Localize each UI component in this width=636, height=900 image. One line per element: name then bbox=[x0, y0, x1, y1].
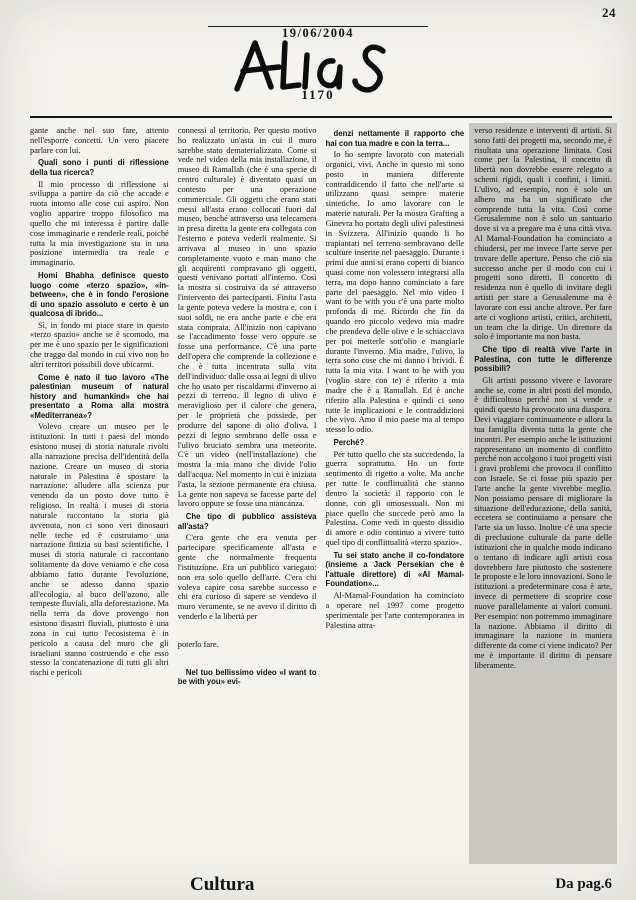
article-column-3 bbox=[326, 126, 465, 864]
interview-question: Quali sono i punti di riflessione della tua ricerca? bbox=[30, 158, 169, 178]
interview-question: Tu sei stato anche il co-fondatore (insieme a Jack Persekian che è l'attuale direttore) di «Al Mamal-Foundation»... bbox=[325, 550, 465, 589]
article-column-2 bbox=[178, 126, 317, 864]
article-paragraph: Il mio processo di riflessione si sviluppa a partire da ciò che accade e ruota intorno alle cose cui aspiro. Non voglio apparire troppo filosofico ma quello che mi interessa è partire dalle cose immaginarie e renderle reali, poiché tutta la mia investigazione sta in una posizione intermedia tra reale e immaginario. bbox=[30, 179, 169, 268]
interview-question: Homi Bhabha definisce questo luogo come «terzo spazio», «in-between», che è in fondo l'erosione di uno spazio assoluto e certo è un qualcosa di ibrido... bbox=[30, 271, 169, 319]
header-divider-rule bbox=[30, 116, 612, 118]
article-paragraph: verso residenze e interventi di artisti. Si sono fatti dei progetti ma, secondo me, è risultata una operazione limitata. Così come per la Palestina, il concetto di libertà non dovrebbe essere relegato a schemi rigidi, quali i confini, i limiti. L'ulivo, ad esempio, non è solo un albero ma ha un significato che comprende tutta la vita. Così come Gerusalemme non è solo un santuario dove si va a pregare ma è una città viva. Al Mamal-Foundation ha cominciato a chiudersi, per me invece l'arte serve per trovare delle aperture. Penso che ciò sia successo anche per il modo con cui i progetti sono diretti. Il concetto di residenza non è quello di invitare degli artisti per stare a Gerusalemme ma è lavorare con essi anche altrove. Per fare arte ci vogliono artisti, critici, architetti, un team che la dirige. Un direttore da solo è importante ma non basta. bbox=[474, 126, 612, 342]
article-paragraph: connessi al territorio. Per questo motivo ho realizzato un'asta in cui il muro sarebbe stato dematerializzato. Come si vede nel video della mia installazione, il museo di Ramallah (che è una specie di centro culturale) è diventato quasi un contesto per una operazione commerciale. Gli oggetti che erano stati messi all'asta erano collocati fuori dal museo, benché attraverso una telecamera in presa diretta la gente era collegata con l'esterno e poteva vederli realmente. Si arrivava al museo in uno spazio completamente vuoto e man mano che gli acquirenti compravano gli oggetti, questi venivano portati all'interno. Così la mostra si costruiva da sé attraverso l'intervento dei partecipanti. Finita l'asta la gente poteva vedere la mostra e, con i suoi soldi, ne era anche parte e che era stata comprata. All'inizio non capivano se l'accadimento fosse vero oppure se fosse una performance. C'è una parte dell'opera che comprende la collezione e che è tutta incentrata sulla vita dell'individuo: dalle ossa ai legni di ulivo che ho usato per riscaldarmi d'inverno ai pezzi di terreno. Il legno di ulivo è meraviglioso per il calore che genera, per le proprietà che possiede, per produrre del sapone di olio d'oliva. I pezzi di legno sembrano delle ossa e l'ulivo bruciato sembra una meteorite. C'è un video (nell'installazione) che mostra la mia mano che divide l'olio dall'acqua. Nel momento in cui è iniziata l'asta, la sezione permanente era chiusa. La gente non sapeva se facesse parte del lavoro oppure se fosse una mancanza. bbox=[177, 126, 317, 509]
article-column-4 bbox=[469, 123, 617, 864]
article-paragraph: poterlo fare. bbox=[177, 639, 219, 649]
interview-question: Perché? bbox=[333, 438, 365, 448]
article-paragraph: Io ho sempre lavorato con materiali organici, vivi. Anche in questo mi sono posto in maniera differente contraddicendo il fatto che nell'arte si utilizzano quasi sempre materie sintetiche. Io amo lavorare con le materie naturali. Per la mostra Grafting a Ginevra ho portato degli ulivi palestinesi in Svizzera. All'inizio quando li ho trapiantati nel terreno sembravano delle sculture inserite nel paesaggio. Durante i primi due anni si erano coperti di bianco quasi come non volessero integrarsi alla terra, ma dopo hanno cominciato a fare parte del paesaggio. Nel mio video I want to be with you c'è una parte molto profonda di me. Ricordo che fin da quando ero piccolo vedevo mia madre che prendeva delle olive e le schiacciava per poi metterle sott'olio e mangiarle durante l'inverno. Mia madre, l'ulivo, la terra sono cose che mi danno i brividi. È tutta la mia vita. I want to be with you (voglio stare con te) è riferito a mia madre che è a Ramallah. Ed è anche riferito alla Palestina e quindi ci sono tutte le implicazioni e le contraddizioni che vivo. Amo il mio paese ma al tempo stesso lo odio. bbox=[325, 150, 465, 435]
continuation-label: Da pag.6 bbox=[555, 876, 612, 892]
article-column-1 bbox=[30, 126, 169, 864]
interview-question: denzi nettamente il rapporto che hai con tua madre e con la terra... bbox=[325, 129, 465, 148]
section-label: Cultura bbox=[190, 874, 255, 895]
article-paragraph: Per tutto quello che sta succedendo, la guerra soprattutto. Ho un forte sentimento di rigetto a volte. Ma anche per tutte le conflittualità che stanno dentro la società: il rapporto con le donne, con gli omosessuali. Non mi piace quello che succede però amo la Palestina. Come vedi in questo dissidio di amore e odio continuo a vivere tutto quel tipo di conflittualità «terzo spazio». bbox=[325, 449, 465, 548]
article-paragraph: Gli artisti possono vivere e lavorare anche se, come in altri posti del mondo, è difficoltoso perché non si vende e quindi questo ha provocato una diaspora. Devi viaggiare continuamente e allora la tua famiglia diventa tutta la gente che incontri. Per esempio anche le istituzioni rappresentano un momento di conflitto perché non accolgono i tuoi progetti visti i gravi problemi che provoca il conflitto con Israele. Se ci fosse più spazio per l'arte anche la gente vivrebbe meglio. Non possiamo pensare di migliorare la situazione dell'educazione, della sanità, eccetera se continuiamo a pensare che l'arte sia un lusso. Inoltre c'è una specie di preclusione culturale da parte delle istituzioni che in qualche modo indicano o tentano di indicare agli artisti cosa dovrebbero fare piuttosto che sostenere le proposte e le loro innovazioni. Sono le istituzioni a predeterminare cosa è arte, invece di permettere di scoprire cose nuove parallelamente ai valori comuni. Per esempio: non potremmo immaginare la nazione. Abbiamo il diritto di immaginare la nazione in maniera differente da come ci viene indicato? Per me è importante il diritto di pensare liberamente. bbox=[474, 375, 612, 670]
interview-question: Che tipo di realtà vive l'arte in Palestina, con tutte le differenze possibili? bbox=[474, 345, 612, 374]
article-paragraph: gante anche nel suo fare, attento nell'esporre concetti. Un vero piacere parlare con lui. bbox=[30, 126, 169, 155]
page-number: 24 bbox=[602, 5, 616, 20]
article-paragraph: Volevo creare un museo per le istituzioni. In tutti i paesi del mondo esistono musei di storia naturale rivolti alla narrazione precisa dell'identità della nazione. Creare un museo di storia naturale in Palestina è spostare la narrazione: alludere alla scienza pur venendo da un posto dove tutto è religioso. In realtà i musei di storia naturale raccontano la storia già avvenuta, non ci sono veri dinosauri nelle teche ed è costruiamo una narrazione fittizia su basi scientifiche. I musei di storia naturale ci raccontano solitamente da dove veniamo e che cosa abbiamo fatto durante l'evoluzione, anche se adesso danno spazio all'ecologia, al buco dell'ozono, alle tempeste fluviali, alla deforestazione. Ma nella terra da dove provengo non esistono disastri fluviali, piuttosto è una zona in cui tutto l'ecosistema è in pericolo a causa del muro che gli israeliani stanno costruendo e che esso stesso la concatenazione di tutti gli altri rischi e pericoli bbox=[30, 422, 169, 678]
article-paragraph: C'era gente che era venuta per partecipare specificamente all'asta e gente che normalmente frequenta l'istituzione. Era un pubblico variegato: non era solo quello dell'arte. C'era chi voleva capire cosa sarebbe successo e chi era curioso di sapere se vendevo il muro veramente, se ne avevo il diritto di venderlo e la libertà per bbox=[177, 533, 317, 621]
interview-question: Nel tuo bellissimo video «I want to be with you» evi- bbox=[177, 667, 317, 687]
article-body bbox=[30, 126, 612, 864]
issue-date: 19/06/2004 bbox=[282, 26, 354, 40]
article-paragraph: Sì, in fondo mi piace stare in questo «terzo spazio» anche se è scomodo, ma per me è uno spazio per le significazioni che traggo dal mondo in cui vivo non ho altri territori possibili dove ubicarmi. bbox=[30, 320, 169, 369]
issue-number: 1170 bbox=[301, 87, 335, 102]
interview-question: Che tipo di pubblico assisteva all'asta? bbox=[177, 512, 317, 531]
masthead bbox=[0, 20, 636, 103]
article-paragraph: Al-Mamal-Foundation ha cominciato a operare nel 1997 come progetto sperimentale per l'arte contemporanea in Palestina attra- bbox=[325, 591, 465, 630]
interview-question: Come è nato il tuo lavoro «The palestinian museum of natural history and humankind» che hai presentato a Roma alla mostra «Mediterranea»? bbox=[30, 372, 169, 420]
